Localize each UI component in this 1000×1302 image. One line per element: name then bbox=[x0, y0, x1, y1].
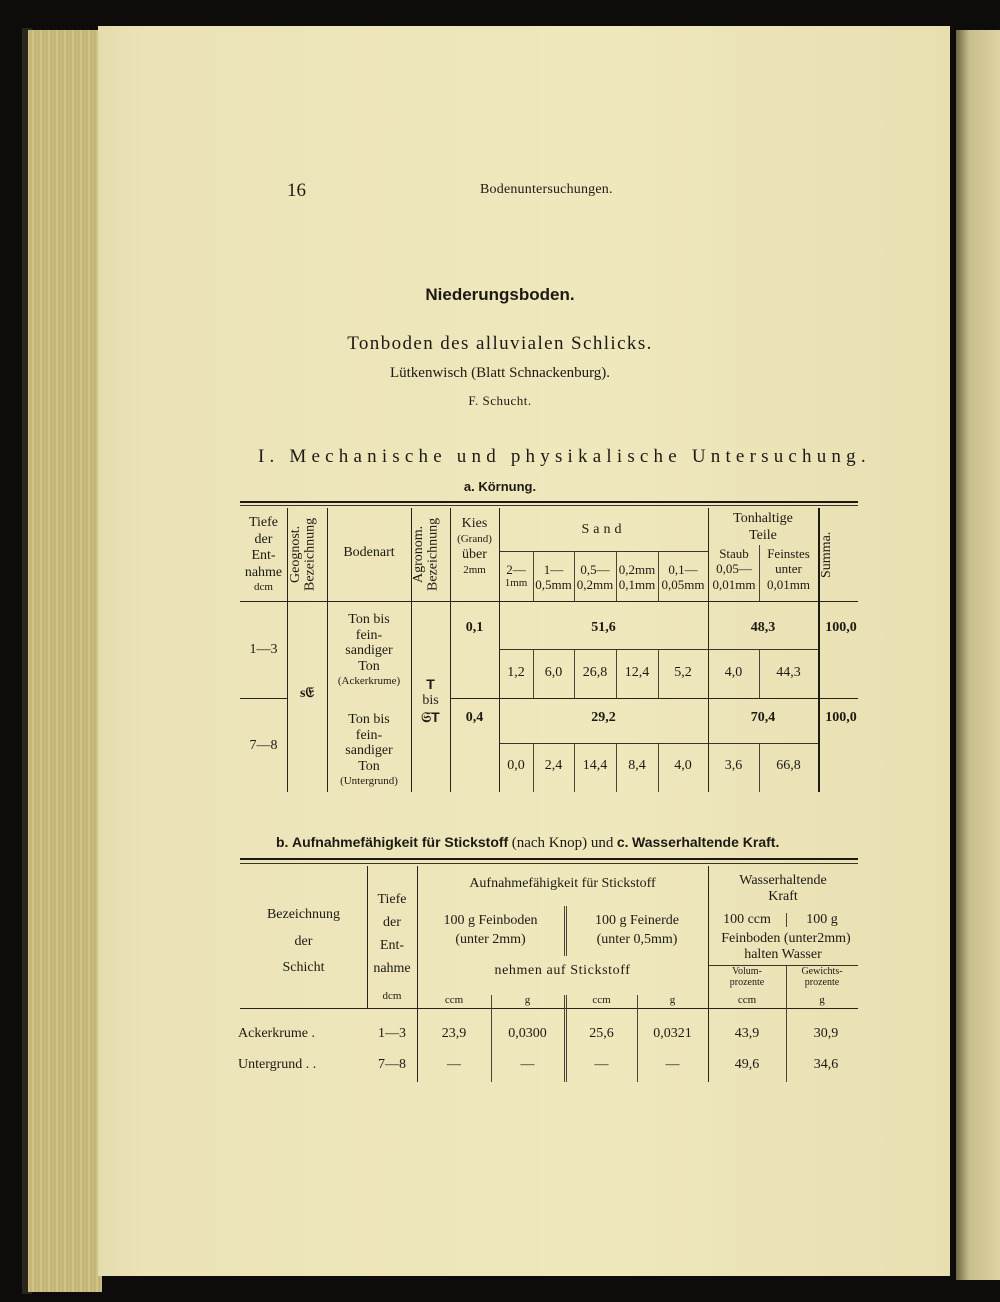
sub-line: 0,5mm bbox=[535, 577, 572, 593]
text-line: Ton bbox=[358, 759, 380, 775]
sub-line: (unter 2mm) bbox=[455, 931, 526, 947]
rule bbox=[564, 906, 565, 956]
unit-dcm: dcm bbox=[382, 990, 402, 1002]
text-note: (Ackerkrume) bbox=[337, 674, 401, 687]
rule bbox=[450, 698, 858, 699]
unit-ccm: ccm bbox=[444, 994, 464, 1006]
wasser-line3: halten Wasser bbox=[744, 947, 822, 962]
header-line: über bbox=[462, 547, 487, 563]
rule bbox=[564, 995, 565, 1082]
agronom-line: T bbox=[426, 676, 435, 692]
sub-line: 0,5— bbox=[580, 562, 610, 577]
unit-g: g bbox=[819, 994, 825, 1006]
section-heading: I. Mechanische und physikalische Untersuchung. bbox=[258, 446, 871, 467]
main-heading: Niederungsboden. bbox=[425, 285, 575, 304]
cell-bodenart bbox=[327, 712, 411, 787]
sub-line: 0,2mm bbox=[576, 577, 614, 593]
sub-line: 100 g Feinerde bbox=[595, 913, 679, 928]
cell-kies: 0,4 bbox=[465, 710, 484, 725]
rule bbox=[240, 863, 858, 864]
title-c: Wasserhaltende Kraft. bbox=[632, 834, 780, 850]
label-c: c. bbox=[616, 834, 629, 850]
header-line: der bbox=[383, 915, 401, 931]
text-line: Ton bbox=[358, 659, 380, 675]
rule bbox=[500, 743, 818, 744]
cell-value: 23,9 bbox=[441, 1026, 467, 1041]
soil-title: Tonboden des alluvialen Schlicks. bbox=[347, 333, 653, 354]
unit-label: dcm bbox=[254, 581, 273, 594]
cell-ton-total: 70,4 bbox=[750, 710, 776, 725]
text-line: sandiger bbox=[345, 743, 393, 759]
cell-value: 0,0321 bbox=[653, 1026, 692, 1041]
cell-value: 34,6 bbox=[813, 1057, 839, 1072]
header-line: Ent- bbox=[379, 938, 405, 954]
unit-ccm: ccm bbox=[737, 994, 757, 1006]
header-line: Bezeichnung bbox=[266, 907, 341, 922]
subsection-a: a. Körnung. bbox=[463, 479, 537, 494]
unit-g: g bbox=[524, 994, 531, 1006]
facing-page-edge bbox=[956, 30, 1000, 1280]
header-ton bbox=[708, 511, 818, 544]
unit-g: g bbox=[669, 994, 676, 1006]
cell-ton: 66,8 bbox=[776, 758, 801, 773]
wasser-sub-ccm: 100 ccm bbox=[723, 912, 771, 927]
author: F. Schucht. bbox=[468, 393, 532, 408]
cell-ton: 3,6 bbox=[724, 758, 743, 773]
cell-sand: 4,0 bbox=[674, 758, 692, 773]
cell-schicht: Untergrund . . bbox=[238, 1057, 317, 1072]
header-line: nahme bbox=[244, 564, 283, 580]
cell-value: 30,9 bbox=[813, 1026, 839, 1041]
location: Lütkenwisch (Blatt Schnackenburg). bbox=[389, 365, 611, 381]
cell-sand: 14,4 bbox=[582, 758, 608, 773]
cell-tiefe: 1—3 bbox=[249, 642, 278, 657]
wasser-pct-volum bbox=[708, 966, 786, 988]
text-line: Ton bis bbox=[348, 712, 390, 727]
cell-value: 25,6 bbox=[589, 1026, 614, 1041]
header-line: Tonhaltige bbox=[733, 511, 793, 526]
wasser-sub-g: 100 g bbox=[806, 912, 838, 927]
header-line: Wasserhaltende bbox=[739, 873, 827, 888]
cell-value: — bbox=[447, 1057, 461, 1072]
cell-ton: 4,0 bbox=[724, 665, 743, 680]
rule bbox=[500, 551, 708, 552]
header-tiefe bbox=[240, 515, 287, 594]
rule bbox=[500, 649, 818, 650]
header-line: 2mm bbox=[463, 564, 486, 576]
sub-line: 1— bbox=[543, 562, 564, 577]
header-line: der bbox=[294, 933, 313, 949]
sub-line: (unter 0,5mm) bbox=[596, 931, 678, 947]
sub-line: 0,01mm bbox=[712, 576, 756, 592]
cell-sand: 26,8 bbox=[582, 665, 608, 680]
cell-sand-total: 29,2 bbox=[591, 710, 616, 725]
cell-value: 49,6 bbox=[734, 1057, 760, 1072]
unit-ccm: ccm bbox=[592, 994, 611, 1006]
text-mid: (nach Knop) und bbox=[511, 835, 614, 851]
text-line: sandiger bbox=[345, 643, 393, 659]
header-line: Tiefe bbox=[377, 892, 407, 907]
cell-value: 43,9 bbox=[734, 1026, 760, 1041]
header-wasser bbox=[708, 873, 858, 905]
sub-line: prozente bbox=[804, 977, 840, 988]
header-line: Kies bbox=[461, 516, 488, 531]
rule bbox=[240, 698, 287, 699]
rule bbox=[240, 501, 858, 503]
rule bbox=[240, 601, 858, 602]
sub-line: Feinstes bbox=[767, 546, 810, 561]
cell-kies: 0,1 bbox=[465, 620, 484, 635]
sub-line: 0,1— bbox=[668, 562, 698, 577]
cell-value: — bbox=[520, 1057, 535, 1072]
rule bbox=[240, 858, 858, 860]
cell-value: 0,0300 bbox=[508, 1026, 547, 1041]
aufnahme-sub-feinboden bbox=[417, 912, 564, 950]
sub-line: Staub bbox=[719, 546, 749, 561]
text-line: Ton bis bbox=[348, 612, 390, 627]
header-line: Ent- bbox=[251, 548, 276, 564]
header-line: Schicht bbox=[282, 960, 325, 976]
cell-bodenart bbox=[327, 612, 411, 687]
header-line: (Grand) bbox=[457, 532, 492, 545]
header-tiefe-b bbox=[367, 888, 417, 980]
sub-line: Gewichts- bbox=[801, 966, 843, 977]
cell-schicht: Ackerkrume . bbox=[238, 1026, 315, 1041]
cell-sand: 6,0 bbox=[544, 665, 563, 680]
geognost-value: s𝔈 bbox=[299, 686, 315, 701]
ton-sub-staub bbox=[709, 546, 759, 592]
sub-line: 100 g Feinboden bbox=[443, 913, 538, 928]
cell-sand: 5,2 bbox=[674, 665, 692, 680]
header-line: Teile bbox=[749, 527, 777, 543]
header-aufnahme: Aufnahmefähigkeit für Stickstoff bbox=[469, 876, 656, 891]
header-sand: Sand bbox=[581, 522, 626, 537]
text-line: fein- bbox=[355, 627, 383, 643]
cell-sand: 2,4 bbox=[544, 758, 563, 773]
book-page-edges bbox=[28, 30, 102, 1292]
wasser-line2: Feinboden (unter2mm) bbox=[721, 931, 851, 946]
cell-sand: 1,2 bbox=[507, 665, 525, 680]
cell-sand-total: 51,6 bbox=[591, 620, 616, 635]
header-line: Kraft bbox=[768, 889, 798, 905]
cell-sand: 0,0 bbox=[507, 758, 525, 773]
sub-line: prozente bbox=[729, 977, 765, 988]
header-kies bbox=[450, 516, 499, 577]
header-line: der bbox=[254, 531, 273, 547]
cell-sand: 12,4 bbox=[624, 665, 650, 680]
sand-sub-2 bbox=[533, 562, 574, 593]
agronom-line: 𝔖T bbox=[421, 709, 440, 726]
wasser-pct-gewicht bbox=[786, 966, 858, 988]
sub-line: 2— bbox=[506, 562, 526, 577]
cell-value: — bbox=[594, 1057, 609, 1072]
sand-sub-5 bbox=[658, 562, 708, 593]
cell-summa: 100,0 bbox=[825, 710, 857, 725]
cell-value: — bbox=[665, 1057, 680, 1072]
running-head: Bodenuntersuchungen. bbox=[480, 182, 613, 197]
subsection-b bbox=[276, 834, 779, 852]
sub-line: 0,05— bbox=[716, 561, 752, 577]
cell-summa: 100,0 bbox=[825, 620, 857, 635]
cell-tiefe: 1—3 bbox=[378, 1026, 406, 1041]
rule bbox=[499, 508, 500, 792]
agronom-line: bis bbox=[422, 692, 439, 708]
cell-sand: 8,4 bbox=[628, 758, 646, 773]
ton-sub-feinstes bbox=[759, 546, 818, 592]
header-bezeichnung bbox=[240, 902, 367, 982]
sub-line: 0,01mm bbox=[767, 576, 810, 592]
sub-line: 0,2mm bbox=[618, 562, 656, 577]
text-note: (Untergrund) bbox=[340, 774, 398, 787]
sand-sub-4 bbox=[616, 562, 658, 593]
title-b: Aufnahmefähigkeit für Stickstoff bbox=[291, 834, 509, 850]
sub-line: 0,1mm bbox=[618, 577, 656, 593]
label-b: b. bbox=[276, 834, 289, 850]
header-summa: Summa. bbox=[819, 531, 834, 578]
cell-tiefe: 7—8 bbox=[249, 738, 278, 753]
cell-tiefe: 7—8 bbox=[378, 1057, 406, 1072]
sub-line: Volum- bbox=[732, 966, 762, 977]
sub-line: 0,05mm bbox=[661, 577, 705, 593]
rule bbox=[240, 1008, 858, 1009]
header-line: nahme bbox=[373, 961, 411, 977]
cell-ton: 44,3 bbox=[776, 665, 801, 680]
rule bbox=[240, 505, 858, 506]
text-line: fein- bbox=[355, 727, 383, 743]
agronom-value bbox=[411, 676, 450, 726]
header-geognost: Geognost. Bezeichnung bbox=[288, 517, 318, 592]
aufnahme-note: nehmen auf Stickstoff bbox=[494, 963, 631, 978]
book-page bbox=[98, 26, 950, 1276]
aufnahme-sub-feinerde bbox=[566, 912, 708, 950]
sand-sub-3 bbox=[574, 562, 616, 593]
header-line: Tiefe bbox=[248, 515, 279, 530]
header-agronom: Agronom. Bezeichnung bbox=[411, 517, 441, 592]
page-number: 16 bbox=[287, 180, 306, 201]
sub-line: 1mm bbox=[504, 577, 528, 590]
header-bodenart: Bodenart bbox=[343, 545, 395, 560]
sand-sub-1 bbox=[499, 562, 533, 590]
sub-line: unter bbox=[775, 561, 802, 577]
cell-ton-total: 48,3 bbox=[750, 620, 776, 635]
